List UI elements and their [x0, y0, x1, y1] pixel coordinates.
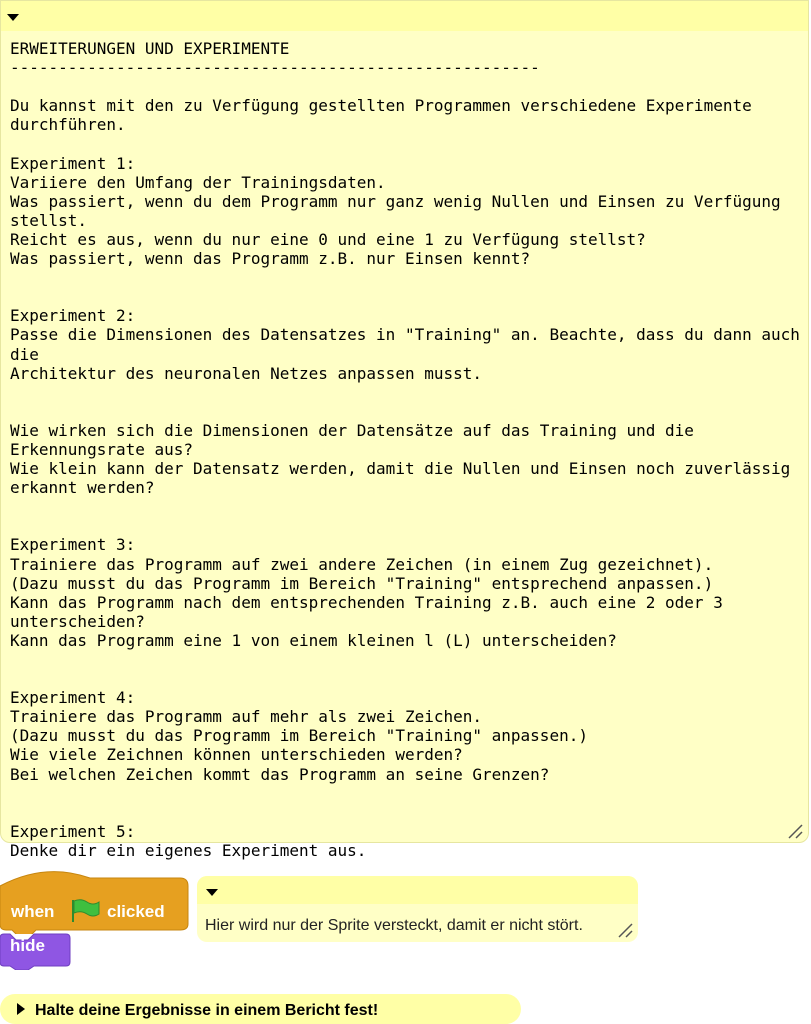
collapse-triangle-down-icon[interactable] — [206, 889, 218, 896]
collapsed-comment-title[interactable]: Halte deine Ergebnisse in einem Bericht fest! — [35, 1002, 379, 1019]
small-comment-text[interactable]: Hier wird nur der Sprite versteckt, damit er nicht stört. — [205, 917, 583, 934]
comment-header[interactable] — [1, 1, 808, 31]
collapse-triangle-down-icon[interactable] — [7, 14, 19, 21]
resize-handle-icon[interactable] — [617, 922, 633, 938]
hat-when-label: when — [11, 902, 55, 921]
hat-clicked-label: clicked — [107, 902, 165, 921]
hide-label: hide — [10, 936, 45, 955]
sprite-hide-comment[interactable] — [197, 876, 638, 942]
comment-text[interactable]: ERWEITERUNGEN UND EXPERIMENTE ------------------------------------------------------- Du kannst mit den zu Verfügung gestellten Programmen verschiedene Experimente durchführen. Experiment 1: Variiere den Umfang der Trainingsdaten. Was passiert, wenn du dem Programm nur ganz wenig Nullen und Einsen zu Verfügung stellst. Reicht es aus, wenn du nur eine 0 und eine 1 zu Verfügung stellst? Was passiert, wenn das Programm z.B. nur Einsen kennt? Experiment 2: Passe die Dimensionen des Datensatzes in "Training" an. Beachte, dass du dann auch die Architektur des neuronalen Netzes anpassen musst. Wie wirken sich die Dimensionen der Datensätze auf das Training und die Erkennungsrate aus? Wie klein kann der Datensatz werden, damit die Nullen und Einsen noch zuverlässig erkannt werden? Experiment 3: Trainiere das Programm auf zwei andere Zeichen (in einem Zug gezeichnet). (Dazu musst du das Programm im Bereich "Training" entsprechend anpassen.) Kann das Programm nach dem entsprechenden Training z.B. auch eine 2 oder 3 unterscheiden? Kann das Programm eine 1 von einem kleinen l (L) unterscheiden? Experiment 4: Trainiere das Programm auf mehr als zwei Zeichen. (Dazu musst du das Programm im Bereich "Training" anpassen.) Wie viele Zeichnen können unterschieden werden? Bei welchen Zeichen kommt das Programm an seine Grenzen? Experiment 5: Denke dir ein eigenes Experiment aus. — [10, 39, 800, 860]
resize-handle-icon[interactable] — [787, 823, 803, 839]
green-flag-icon — [69, 898, 101, 922]
small-comment-header[interactable] — [197, 876, 638, 904]
expand-triangle-right-icon[interactable] — [17, 1003, 25, 1015]
